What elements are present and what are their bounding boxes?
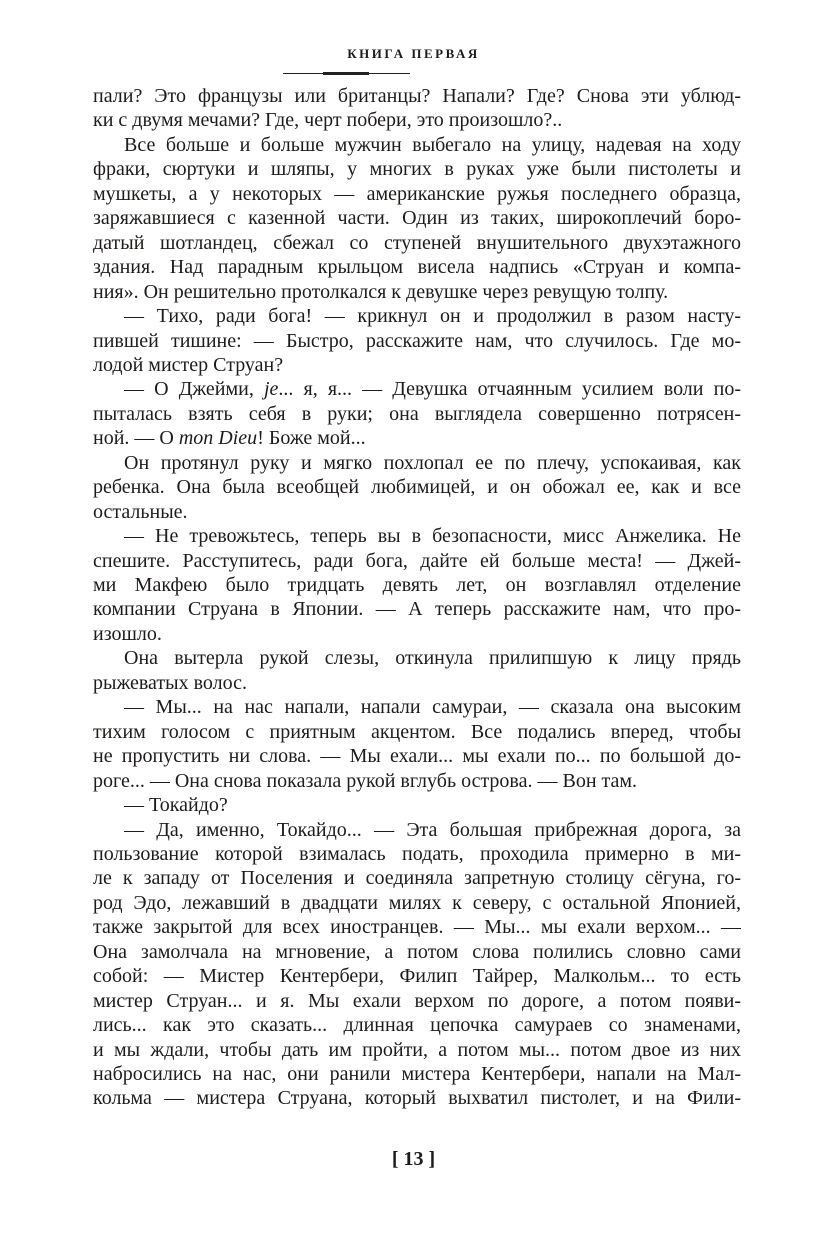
text-line: Он протянул руку и мягко похлопал ее по плечу, успокаивая, как [124,451,741,474]
text-line: спешите. Расступитесь, ради бога, дайте ей больше места! — Джей- [93,549,741,572]
text-line: заряжавшиеся с казенной части. Один из таких, широкоплечий боро- [93,207,741,230]
italic-foreign-phrase: je [263,378,279,401]
text-line: ми Макфею было тридцать девять лет, он возглавлял отделение [93,574,741,596]
text-line: лодой мистер Струан? [93,353,284,376]
text-line: ки с двумя мечами? Где, черт побери, это произошло?.. [93,109,563,132]
text-segment: ... я, я... — Девушка отчаянным усилием воли по- [278,378,741,401]
text-line: Она замолчала на мгновение, а потом слова полились словно сами [93,940,741,963]
page-number: [ 13 ] [391,1148,436,1170]
text-line: здания. Над парадным крыльцом висела надпись «Струан и компа- [93,256,741,279]
text-line: пользование которой взималась подать, проходила примерно в ми- [93,842,741,865]
text-line: тихим голосом с приятным акцентом. Все подались вперед, чтобы [93,720,741,743]
text-line: ния». Он решительно протолкался к девушке через ревущую толпу. [93,280,669,303]
text-line: Она вытерла рукой слезы, откинула прилипшую к лицу прядь [124,647,741,670]
text-line: фраки, сюртуки и шляпы, у многих в руках уже были пистолеты и [93,158,741,181]
text-segment: ной. — О [93,427,179,450]
text-line: рыжеватых волос. [93,671,247,694]
text-line: — Не тревожьтесь, теперь вы в безопасности, мисс Анжелика. Не [124,525,741,548]
header-rule-ornament [323,72,369,75]
text-line: собой: — Мистер Кентербери, Филип Тайрер, Малкольм... то есть [93,965,741,988]
text-segment: ! Боже мой... [257,427,366,450]
text-line: остальные. [93,500,188,523]
text-line: пыталась взять себя в руки; она выглядела совершенно потрясен- [93,402,741,425]
text-line [124,377,741,402]
text-line: набросились на нас, они ранили мистера Кентербери, напали на Мал- [93,1063,741,1085]
text-line: мушкеты, а у некоторых — американские ружья последнего образца, [93,182,741,205]
running-head: КНИГА ПЕРВАЯ [347,46,480,61]
text-line: лись... как это сказать... длинная цепочка самураев со знаменами, [93,1014,741,1037]
text-line: ле к западу от Поселения и соединяла запретную столицу сёгуна, го- [93,867,741,890]
text-line: Все больше и больше мужчин выбегало на улицу, надевая на ходу [124,133,741,156]
text-line: датый шотландец, сбежал со ступеней внушительного двухэтажного [93,231,741,254]
text-line: и мы ждали, чтобы дать им пройти, а потом мы... потом двое из них [93,1038,741,1061]
text-segment: — О Джейми, [124,378,264,401]
text-line: ребенка. Она была всеобщей любимицей, и он обожал ее, как и все [93,476,741,499]
text-line: мистер Струан... и я. Мы ехали верхом по дороге, а потом появи- [93,989,741,1012]
text-line: роге... — Она снова показала рукой вглубь острова. — Вон там. [93,769,638,792]
text-line: — Мы... на нас напали, напали самураи, — сказала она высоким [124,696,741,719]
text-line: пали? Это французы или британцы? Напали? Где? Снова эти ублюд- [93,85,741,107]
text-line: не пропустить ни слова. — Мы ехали... мы ехали по... по большой до- [93,745,741,768]
text-line: — Да, именно, Токайдо... — Эта большая прибрежная дорога, за [124,818,741,841]
text-line: пившей тишине: — Быстро, расскажите нам, что случилось. Где мо- [93,329,741,352]
italic-foreign-phrase: mon Dieu [178,427,258,450]
text-line: компании Струана в Японии. — А теперь расскажите нам, что про- [93,598,741,621]
text-line: — Тихо, ради бога! — крикнул он и продолжил в разом насту- [124,305,741,328]
text-line: изошло. [93,622,162,645]
text-line: род Эдо, лежавший в двадцати милях к северу, с остальной Японией, [93,891,741,914]
text-line: также закрытой для всех иностранцев. — Мы... мы ехали верхом... — [93,916,741,939]
text-line: — Токайдо? [124,794,228,817]
text-line: кольма — мистера Струана, который выхватил пистолет, и на Фили- [93,1087,741,1110]
text-line [93,426,741,451]
